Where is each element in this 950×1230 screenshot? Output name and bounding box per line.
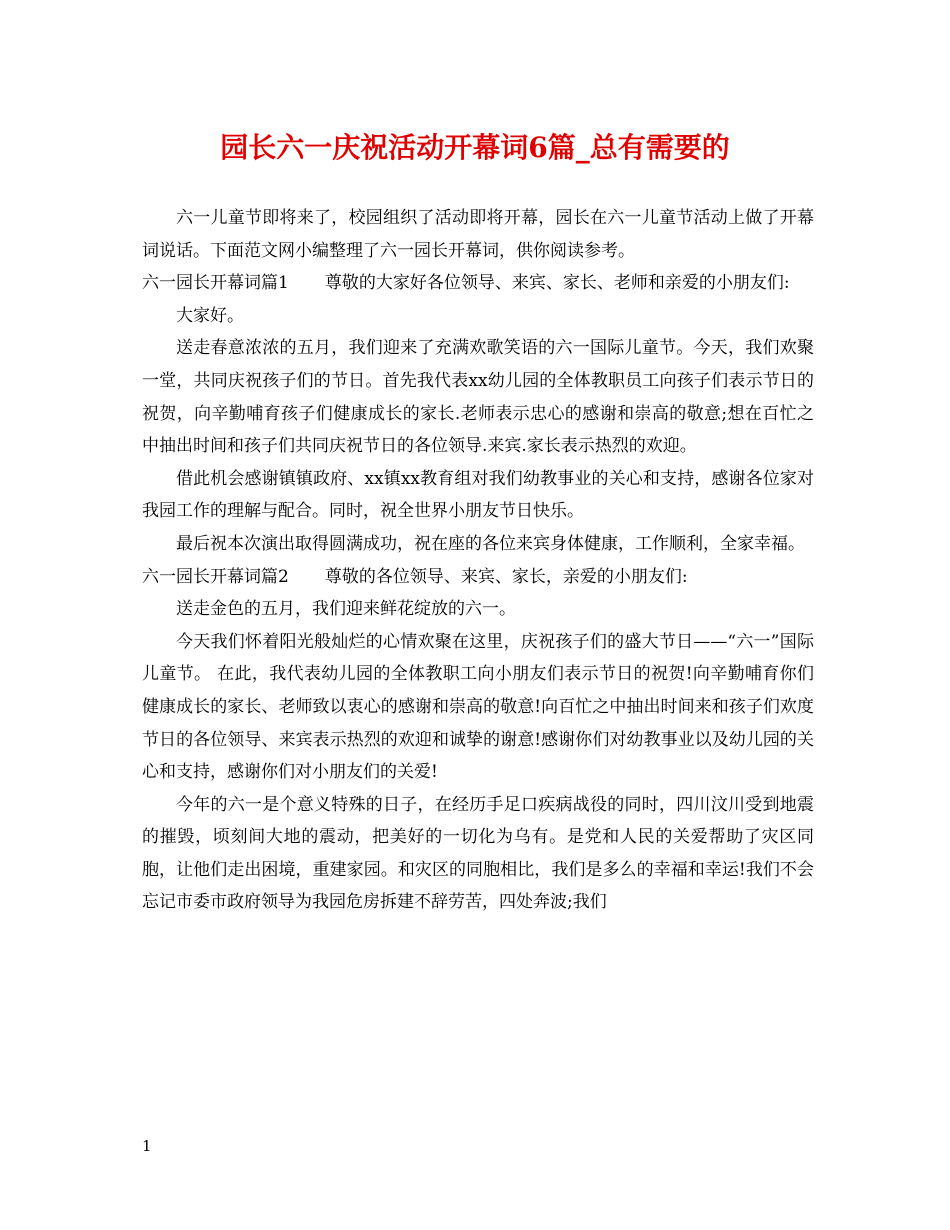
salutation: 尊敬的大家好各位领导、来宾、家长、老师和亲爱的小朋友们: — [324, 273, 790, 294]
paragraph: 借此机会感谢镇镇政府、xx镇xx教育组对我们幼教事业的关心和支持，感谢各位家对我园工作的理解与配合。同时，祝全世界小朋友节日快乐。 — [142, 468, 814, 522]
document-title: 园长六一庆祝活动开幕词6篇_总有需要的 — [220, 131, 730, 164]
paragraph: 送走春意浓浓的五月，我们迎来了充满欢歌笑语的六一国际儿童节。今天，我们欢聚一堂，共同庆祝孩子们的节日。首先我代表xx幼儿园的全体教职员工向孩子们表示节日的祝贺，向辛勤哺育孩子们健康成长的家长.老师表示忠心的感谢和崇高的敬意;想在百忙之中抽出时间和孩子们共同庆祝节日的各位领导.来宾.家长表示热烈的欢迎。 — [142, 338, 814, 457]
document-body — [142, 202, 814, 919]
section-2-heading-line — [142, 561, 814, 594]
intro-paragraph: 六一儿童节即将来了，校园组织了活动即将开幕，园长在六一儿童节活动上做了开幕词说话。下面范文网小编整理了六一园长开幕词，供你阅读参考。 — [142, 208, 814, 261]
section-heading: 六一园长开幕词篇1 — [142, 273, 289, 294]
section-1-heading-line — [142, 267, 814, 300]
paragraph: 最后祝本次演出取得圆满成功，祝在座的各位来宾身体健康，工作顺利，全家幸福。 — [176, 533, 805, 554]
paragraph: 今天我们怀着阳光般灿烂的心情欢聚在这里，庆祝孩子们的盛大节日——“六一”国际儿童节。 在此，我代表幼儿园的全体教职工向小朋友们表示节日的祝贺!向辛勤哺育你们健康成长的家长、老师致以衷心的感谢和崇高的敬意!向百忙之中抽出时间来和孩子们欢度节日的各位领导、来宾表示热烈的欢迎和诚挚的谢意!感谢你们对幼教事业以及幼儿园的关心和支持，感谢你们对小朋友们的关爱! — [142, 631, 814, 783]
paragraph: 送走金色的五月，我们迎来鲜花绽放的六一。 — [176, 599, 516, 620]
salutation: 尊敬的各位领导、来宾、家长，亲爱的小朋友们: — [324, 566, 688, 587]
page-number: 1 — [142, 1137, 152, 1155]
paragraph: 大家好。 — [176, 305, 244, 326]
section-heading: 六一园长开幕词篇2 — [142, 566, 289, 587]
paragraph: 今年的六一是个意义特殊的日子，在经历手足口疾病战役的同时，四川汶川受到地震的摧毁，顷刻间大地的震动，把美好的一切化为乌有。是党和人民的关爱帮助了灾区同胞，让他们走出困境，重建家园。和灾区的同胞相比，我们是多么的幸福和幸运!我们不会忘记市委市政府领导为我园危房拆建不辞劳苦，四处奔波;我们 — [142, 794, 814, 913]
